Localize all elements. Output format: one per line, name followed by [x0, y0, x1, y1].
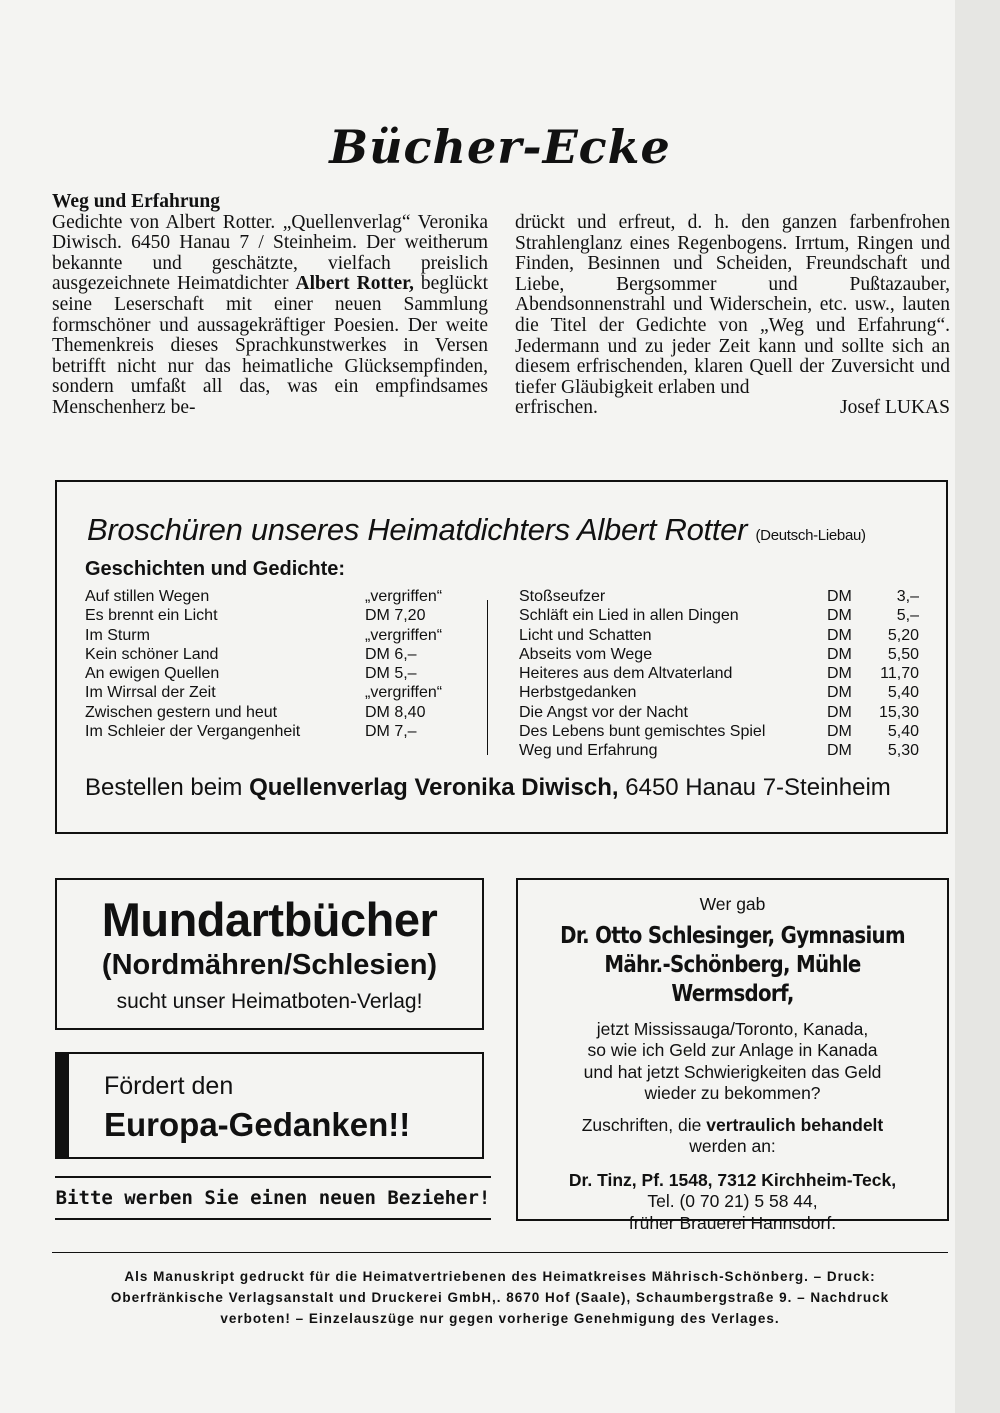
page-title: Bücher-Ecke — [329, 120, 671, 174]
list-item: An ewigen Quellen DM 5,– — [85, 665, 417, 683]
list-item: Des Lebens bunt gemischtes Spiel DM 5,40 — [519, 723, 919, 741]
review-body-continued: drückt und erfreut, d. h. den ganzen farbenfrohen Strahlenglanz eines Regenbogens. Irrtum, Ringen und Finden, Besinnen und Scheiden, Freundschaft und Liebe, Bergsommer und Pußtazauber, Abendsonnenstrahl und Widerschein, etc. usw., lauten die Titel der Gedichte von „Weg und Erfahrung“. Jedermann und zu jeder Zeit kann und sollte sich an diesem erfrischenden, klaren Quell der Zuversicht und tiefer Gläubigkeit erlaben und — [515, 212, 950, 398]
europa-line2: Europa-Gedanken!! — [104, 1106, 411, 1143]
mundart-region: (Nordmähren/Schlesien) — [101, 949, 438, 981]
wergab-name-line2: Mähr.-Schönberg, Mühle Wermsdorf, — [604, 951, 861, 1007]
list-item: Kein schöner Land DM 6,– — [85, 645, 417, 663]
brochures-box — [55, 480, 948, 834]
list-item: Die Angst vor der Nacht DM 15,30 — [519, 703, 919, 721]
mundart-title: Mundartbücher — [101, 893, 438, 946]
list-item: Im Wirrsal der Zeit „vergriffen“ — [85, 684, 443, 702]
brochures-list-left — [85, 587, 465, 741]
list-item: Auf stillen Wegen „vergriffen“ — [85, 588, 443, 605]
wergab-former: früher Brauerei Hannsdorf. — [628, 1212, 837, 1233]
list-item: Herbstgedanken DM 5,40 — [519, 684, 919, 702]
wergab-body-3: und hat jetzt Schwierigkeiten das Geld — [583, 1061, 882, 1082]
wergab-contact: Dr. Tinz, Pf. 1548, 7312 Kirchheim-Teck, — [568, 1169, 897, 1190]
review-left-column — [52, 192, 488, 419]
europa-ad — [55, 1052, 484, 1159]
europa-line1: Fördert den — [104, 1072, 234, 1100]
review-last-word: erfrischen. — [515, 397, 598, 419]
list-item: Im Schleier der Vergangenheit DM 7,– — [85, 723, 417, 741]
wergab-body-4: wieder zu bekommen? — [644, 1083, 821, 1103]
werben-banner: Bitte werben Sie einen neuen Bezieher! — [55, 1176, 491, 1220]
list-item: Licht und Schatten DM 5,20 — [519, 626, 919, 644]
wergab-intro: Wer gab — [699, 894, 766, 914]
list-item: Weg und Erfahrung DM 5,30 — [519, 742, 919, 760]
order-line: Bestellen beim Quellenverlag Veronika Diwisch, 6450 Hanau 7-Steinheim — [85, 774, 891, 801]
review-signature: Josef LUKAS — [840, 397, 950, 419]
list-item: Stoßseufzer DM 3,– — [519, 588, 919, 605]
mundart-text: sucht unser Heimatboten-Verlag! — [116, 990, 423, 1013]
list-item: Abseits vom Wege DM 5,50 — [519, 645, 919, 663]
review-intro: Der weitherum bekannte und geschätzte, vielfach preislich ausgezeichnete Heimatdichter — [52, 232, 489, 295]
list-item: Es brennt ein Licht DM 7,20 — [85, 607, 426, 625]
review-source: Gedichte von Albert Rotter. „Quellenverlag“ Veronika Diwisch. 6450 Hanau 7 / Steinheim. — [52, 211, 488, 254]
column-divider — [487, 600, 488, 755]
wergab-body-2: so wie ich Geld zur Anlage in Kanada — [587, 1040, 878, 1060]
mundart-ad — [55, 878, 484, 1030]
list-item: Heiteres aus dem Altvaterland DM 11,70 — [519, 665, 919, 683]
review-author: Albert Rotter, — [295, 273, 414, 295]
wergab-reply: Zuschriften, die vertraulich behandelt — [581, 1114, 884, 1135]
wergab-notice — [516, 878, 949, 1233]
footer-divider — [52, 1252, 948, 1253]
review-body: beglückt seine Leserschaft mit einer neuen Sammlung formschöner und aussagekräftiger Poesien. Der weite Themenkreis dieses Sprachkunstwerkes in Versen betrifft nicht nur das heimatliche Glücksempfinden, sondern umfaßt all das, was ein empfindsames Menschenherz be- — [52, 273, 488, 418]
order-publisher: Quellenverlag Veronika Diwisch, — [249, 774, 619, 801]
review-right-column — [515, 213, 950, 419]
list-item: Schläft ein Lied in allen Dingen DM 5,– — [519, 607, 919, 625]
brochures-subheading: Geschichten und Gedichte: — [85, 558, 346, 580]
wergab-name-line1: Dr. Otto Schlesinger, Gymnasium — [560, 922, 905, 949]
wergab-tel: Tel. (0 70 21) 5 58 44, — [647, 1191, 818, 1211]
list-item: Im Sturm „vergriffen“ — [85, 626, 443, 644]
wergab-body-1: jetzt Mississauga/Toronto, Kanada, — [596, 1018, 869, 1039]
imprint-footer: Als Manuskript gedruckt für die Heimatvertriebenen des Heimatkreises Mährisch-Schönberg. – Druck: Oberfränkische Verlagsanstalt und Druckerei GmbH,. 8670 Hof (Saale), Schaumbergstraße 9. – Nachdruck verboten! – Einzelauszüge nur gegen vorherige Genehmigung des Verlages. — [110, 1269, 890, 1326]
page-edge-shadow — [955, 0, 1000, 1413]
wergab-reply-suffix: werden an: — [689, 1136, 776, 1156]
brochures-heading: Broschüren unseres Heimatdichters Albert Rotter — [87, 512, 748, 547]
brochures-origin: (Deutsch-Liebau) — [755, 527, 866, 544]
list-item: Zwischen gestern und heut DM 8,40 — [85, 703, 426, 721]
brochures-list-right — [519, 587, 919, 761]
review-heading: Weg und Erfahrung — [52, 191, 220, 212]
